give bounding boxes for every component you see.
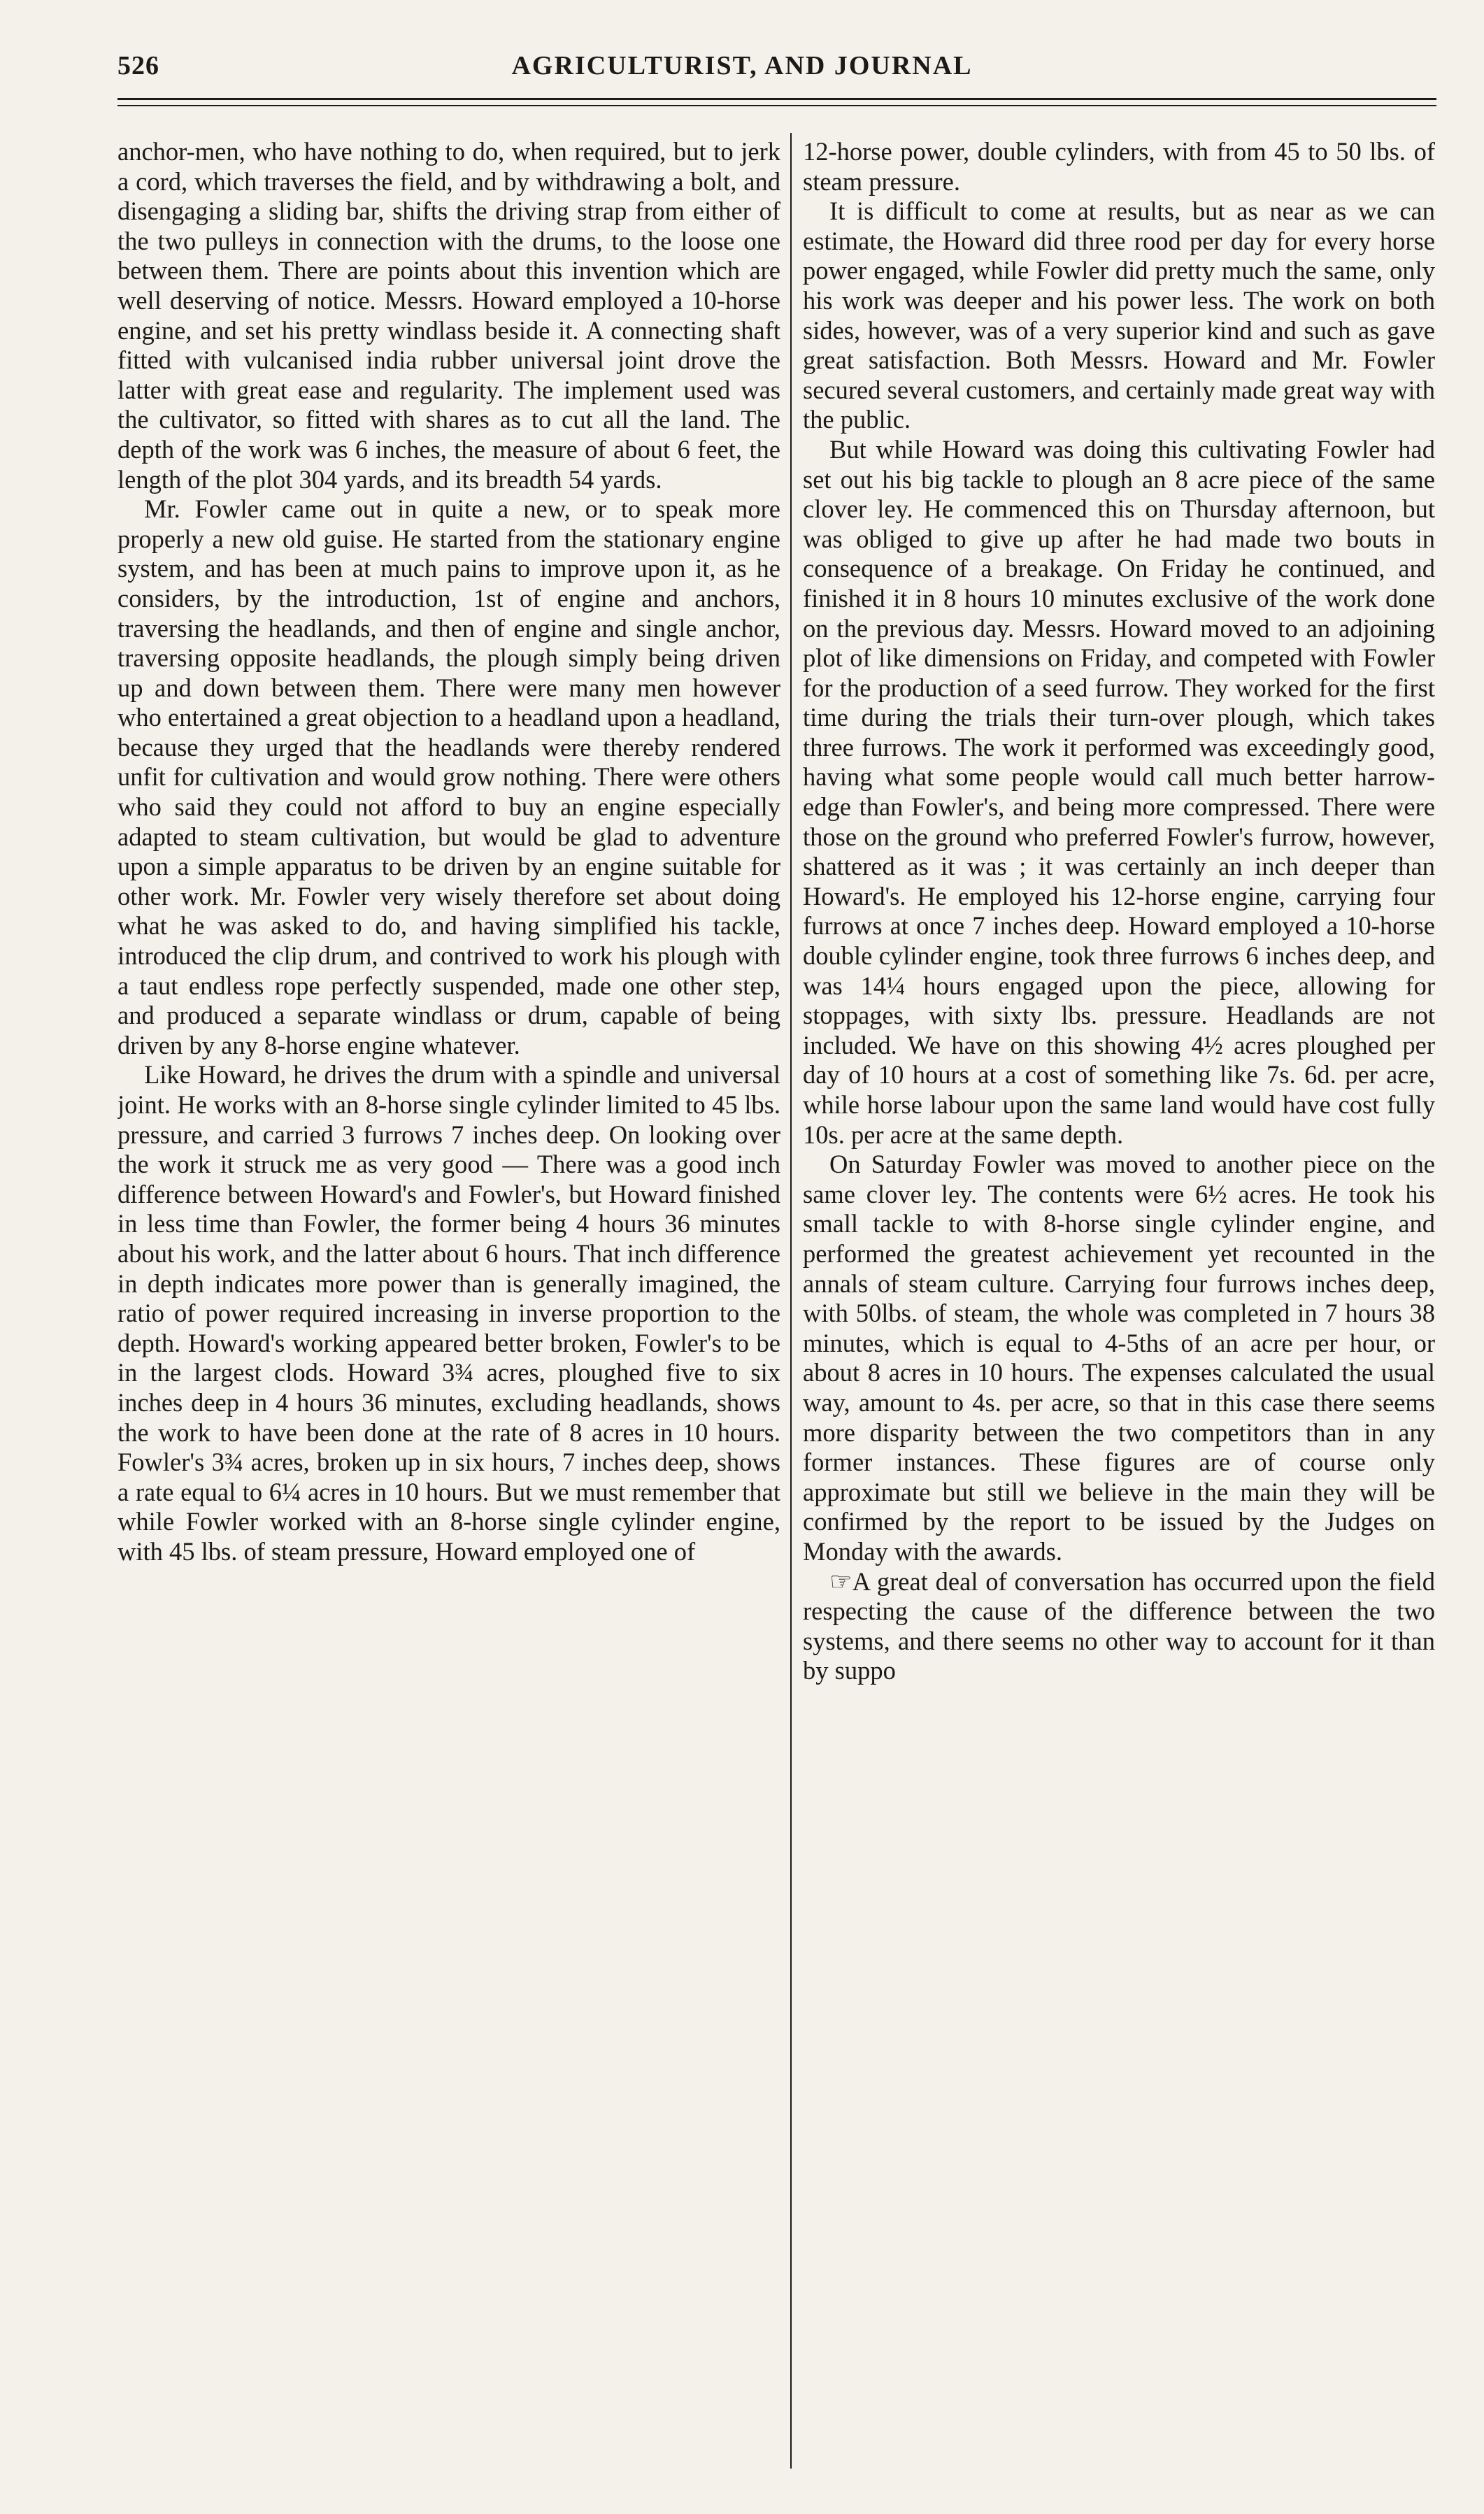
column-divider: [790, 133, 792, 2469]
right-column: [803, 137, 1435, 2466]
header-rule-thin: [117, 105, 1436, 106]
right-paragraph-3: But while Howard was doing this cultivating Fowler had set out his big tackle to plough an 8 acre piece of the same clover ley. He commenced this on Thursday afternoon, but was obliged to give up after he had made two bouts in consequence of a breakage. On Friday he continued, and finished it in 8 hours 10 minutes exclusive of the work done on the previous day. Messrs. Howard moved to an adjoining plot of like dimensions on Friday, and competed with Fowler for the production of a seed furrow. They worked for the first time during the trials their turn-over plough, which takes three furrows. The work it performed was exceedingly good, having what some people would call much better harrow-edge than Fowler's, and being more compressed. There were those on the ground who preferred Fowler's furrow, however, shattered as it was ; it was certainly an inch deeper than Howard's. He employed his 12-horse engine, carrying four furrows at once 7 inches deep. Howard employed a 10-horse double cylinder engine, took three furrows 6 inches deep, and was 14¼ hours engaged upon the piece, allowing for stoppages, with sixty lbs. pressure. Headlands are not included. We have on this showing 4½ acres ploughed per day of 10 hours at a cost of something like 7s. 6d. per acre, while horse labour upon the same land would have cost fully 10s. per acre at the same depth.: [803, 434, 1435, 1149]
left-column: [117, 137, 780, 2466]
header-rule-thick: [117, 98, 1436, 100]
right-paragraph-4: On Saturday Fowler was moved to another piece on the same clover ley. The contents were 6½ acres. He took his small tackle to with 8-horse single cylinder engine, and performed the greatest achievement yet recounted in the annals of steam culture. Carrying four furrows inches deep, with 50lbs. of steam, the whole was completed in 7 hours 38 minutes, which is equal to 4-5ths of an acre per hour, or about 8 acres in 10 hours. The expenses calculated the usual way, amount to 4s. per acre, so that in this case there seems more disparity between the two competitors than in any former instances. These figures are of course only approximate but still we believe in the main they will be confirmed by the report to be issued by the Judges on Monday with the awards.: [803, 1150, 1435, 1566]
left-paragraph-1: anchor-men, who have nothing to do, when required, but to jerk a cord, which traverses the field, and by withdrawing a bolt, and disengaging a sliding bar, shifts the driving strap from either of the two pulleys in connection with the drums, to the loose one between them. There are points about this invention which are well deserving of notice. Messrs. Howard employed a 10-horse engine, and set his pretty windlass beside it. A connecting shaft fitted with vulcanised india rubber universal joint drove the latter with great ease and regularity. The implement used was the cultivator, so fitted with shares as to cut all the land. The depth of the work was 6 inches, the measure of about 6 feet, the length of the plot 304 yards, and its breadth 54 yards.: [117, 137, 780, 494]
left-paragraph-3: Like Howard, he drives the drum with a spindle and universal joint. He works with an 8-horse single cylinder limited to 45 lbs. pressure, and carried 3 furrows 7 inches deep. On looking over the work it struck me as very good — There was a good inch difference between Howard's and Fowler's, but Howard finished in less time than Fowler, the former being 4 hours 36 minutes about his work, and the latter about 6 hours. That inch difference in depth indicates more power than is generally imagined, the ratio of power required increasing in inverse proportion to the depth. Howard's working appeared better broken, Fowler's to be in the largest clods. Howard 3¾ acres, ploughed five to six inches deep in 4 hours 36 minutes, excluding headlands, shows the work to have been done at the rate of 8 acres in 10 hours. Fowler's 3¾ acres, broken up in six hours, 7 inches deep, shows a rate equal to 6¼ acres in 10 hours. But we must remember that while Fowler worked with an 8-horse single cylinder engine, with 45 lbs. of steam pressure, Howard employed one of: [117, 1060, 780, 1566]
running-title: AGRICULTURIST, AND JOURNAL: [511, 51, 973, 80]
page-number: 526: [117, 51, 159, 80]
left-paragraph-2: Mr. Fowler came out in quite a new, or to speak more properly a new old guise. He started from the stationary engine system, and has been at much pains to improve upon it, as he considers, by the introduction, 1st of engine and anchors, traversing the headlands, and then of engine and single anchor, traversing opposite headlands, the plough simply being driven up and down between them. There were many men however who entertained a great objection to a headland upon a headland, because they urged that the headlands were thereby rendered unfit for cultivation and would grow nothing. There were others who said they could not afford to buy an engine especially adapted to steam cultivation, but would be glad to adventure upon a simple apparatus to be driven by an engine suitable for other work. Mr. Fowler very wisely therefore set about doing what he was asked to do, and having simplified his tackle, introduced the clip drum, and contrived to work his plough with a taut endless rope perfectly suspended, made one other step, and produced a separate windlass or drum, capable of being driven by any 8-horse engine whatever.: [117, 494, 780, 1059]
right-paragraph-5: ☞A great deal of conversation has occurred upon the field respecting the cause of the difference between the two systems, and there seems no other way to account for it than by suppo: [803, 1566, 1435, 1685]
right-paragraph-1: 12-horse power, double cylinders, with from 45 to 50 lbs. of steam pressure.: [803, 137, 1435, 196]
right-paragraph-2: It is difficult to come at results, but as near as we can estimate, the Howard did three rood per day for every horse power engaged, while Fowler did pretty much the same, only his work was deeper and his power less. The work on both sides, however, was of a very superior kind and such as gave great satisfaction. Both Messrs. Howard and Mr. Fowler secured several customers, and certainly made great way with the public.: [803, 197, 1435, 434]
